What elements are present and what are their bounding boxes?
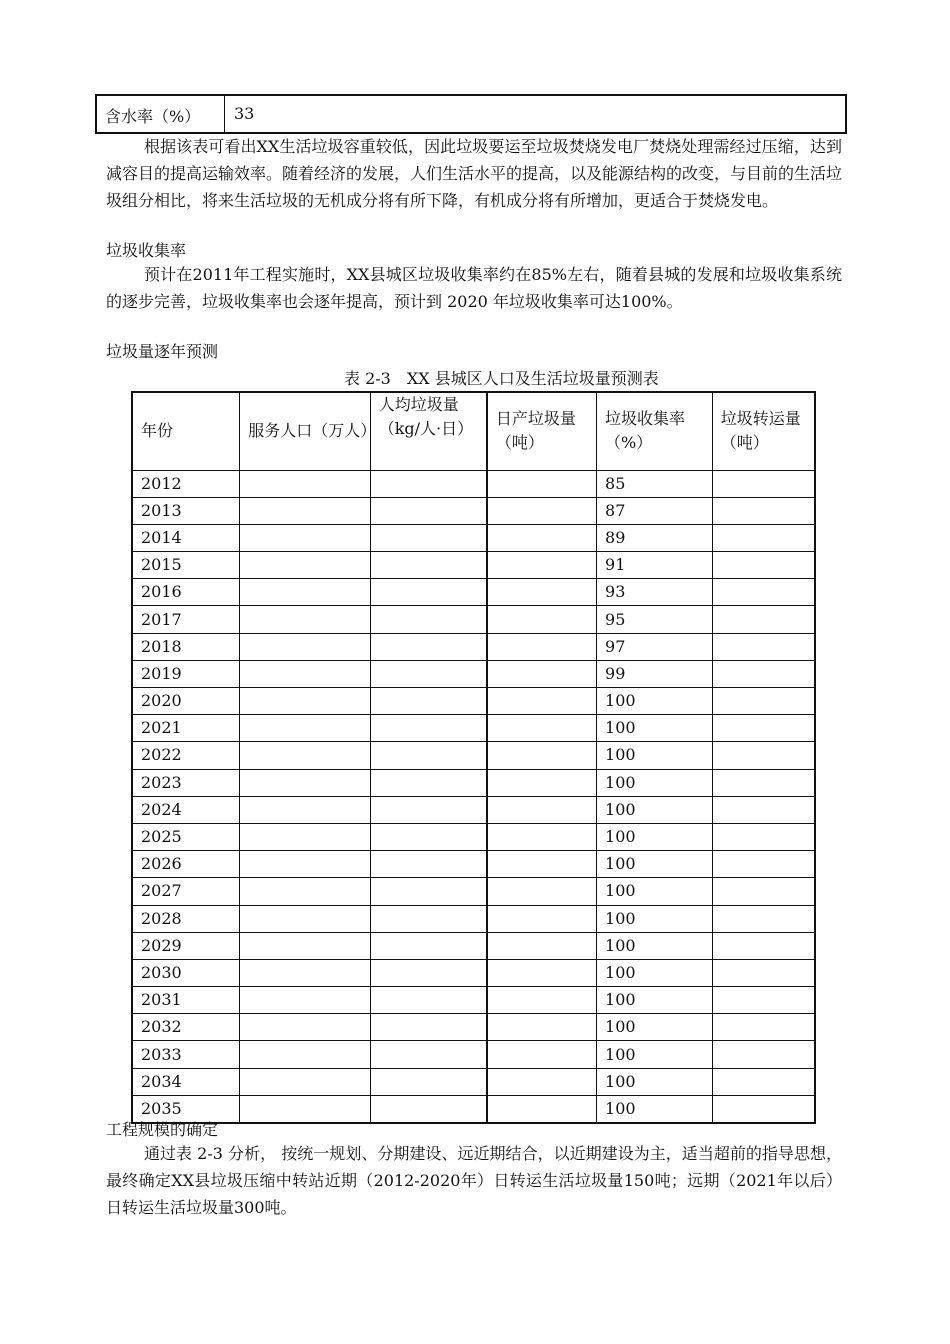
cell-per-capita (370, 524, 487, 551)
header-collection-rate: 垃圾收集率（%） (597, 392, 713, 470)
cell-population (240, 878, 371, 905)
cell-daily-output (487, 1068, 597, 1095)
cell-daily-output (487, 959, 597, 986)
cell-collection-rate: 95 (597, 606, 713, 633)
cell-daily-output (487, 742, 597, 769)
table-row (132, 1095, 815, 1123)
table-row (132, 905, 815, 932)
cell-daily-output (487, 606, 597, 633)
cell-per-capita (370, 878, 487, 905)
cell-population (240, 959, 371, 986)
cell-transfer-amount (712, 524, 815, 551)
cell-population (240, 633, 371, 660)
cell-year: 2033 (132, 1041, 240, 1068)
cell-transfer-amount (712, 470, 815, 497)
cell-transfer-amount (712, 1095, 815, 1123)
table-row (132, 823, 815, 850)
cell-population (240, 715, 371, 742)
cell-transfer-amount (712, 932, 815, 959)
cell-per-capita (370, 470, 487, 497)
table-row (132, 579, 815, 606)
cell-population (240, 1095, 371, 1123)
paragraph-scale: 通过表 2-3 分析， 按统一规划、分期建设、远近期结合，以近期建设为主，适当超前的指导思想，最终确定XX县垃圾压缩中转站近期（2012-2020年）日转运生活垃圾量150吨；远期（2021年以后）日转运生活垃圾量300吨。 (106, 1144, 842, 1217)
table-row (132, 660, 815, 687)
cell-transfer-amount (712, 1041, 815, 1068)
cell-population (240, 851, 371, 878)
cell-per-capita (370, 579, 487, 606)
cell-year: 2013 (132, 497, 240, 524)
table-row (132, 959, 815, 986)
cell-transfer-amount (712, 715, 815, 742)
table-body (132, 470, 815, 1123)
forecast-table (131, 391, 816, 1124)
cell-transfer-amount (712, 552, 815, 579)
cell-daily-output (487, 524, 597, 551)
cell-collection-rate: 100 (597, 932, 713, 959)
cell-daily-output (487, 1095, 597, 1123)
cell-collection-rate: 99 (597, 660, 713, 687)
cell-per-capita (370, 987, 487, 1014)
cell-population (240, 660, 371, 687)
table-row (132, 552, 815, 579)
cell-daily-output (487, 987, 597, 1014)
cell-collection-rate: 100 (597, 769, 713, 796)
table-row (132, 742, 815, 769)
cell-year: 2029 (132, 932, 240, 959)
cell-year: 2021 (132, 715, 240, 742)
heading-collection-rate: 垃圾收集率 (106, 241, 187, 260)
cell-per-capita (370, 633, 487, 660)
cell-per-capita (370, 851, 487, 878)
cell-transfer-amount (712, 851, 815, 878)
cell-year: 2017 (132, 606, 240, 633)
cell-per-capita (370, 1068, 487, 1095)
cell-collection-rate: 89 (597, 524, 713, 551)
table-row (132, 688, 815, 715)
cell-collection-rate: 100 (597, 1014, 713, 1041)
cell-per-capita (370, 688, 487, 715)
table-row (132, 524, 815, 551)
cell-year: 2014 (132, 524, 240, 551)
paragraph-composition: 根据该表可看出XX生活垃圾容重较低，因此垃圾要运至垃圾焚烧发电厂焚烧处理需经过压缩，达到减容目的提高运输效率。随着经济的发展，人们生活水平的提高，以及能源结构的改变，与目前的生活垃圾组分相比，将来生活垃圾的无机成分将有所下降，有机成分将有所增加，更适合于焚烧发电。 (106, 137, 843, 210)
cell-per-capita (370, 905, 487, 932)
cell-transfer-amount (712, 660, 815, 687)
cell-transfer-amount (712, 987, 815, 1014)
cell-transfer-amount (712, 633, 815, 660)
table-row (132, 1068, 815, 1095)
cell-year: 2018 (132, 633, 240, 660)
cell-population (240, 552, 371, 579)
table-row (132, 497, 815, 524)
cell-collection-rate: 87 (597, 497, 713, 524)
cell-collection-rate: 100 (597, 878, 713, 905)
table-row (132, 1041, 815, 1068)
cell-per-capita (370, 715, 487, 742)
cell-collection-rate: 100 (597, 1041, 713, 1068)
cell-daily-output (487, 660, 597, 687)
table-caption: 表 2-3 XX 县城区人口及生活垃圾量预测表 (344, 369, 659, 388)
cell-year: 2025 (132, 823, 240, 850)
cell-per-capita (370, 959, 487, 986)
cell-daily-output (487, 633, 597, 660)
table-row (132, 987, 815, 1014)
cell-daily-output (487, 497, 597, 524)
table-row (132, 851, 815, 878)
table-row (132, 1014, 815, 1041)
cell-daily-output (487, 1014, 597, 1041)
moisture-value: 33 (234, 104, 255, 123)
cell-transfer-amount (712, 959, 815, 986)
cell-transfer-amount (712, 823, 815, 850)
paragraph-collection-rate: 预计在2011年工程实施时，XX县城区垃圾收集率约在85%左右，随着县城的发展和垃圾收集系统的逐步完善，垃圾收集率也会逐年提高，预计到 2020 年垃圾收集率可达100%。 (106, 265, 842, 311)
table-row (132, 878, 815, 905)
cell-population (240, 932, 371, 959)
cell-daily-output (487, 851, 597, 878)
cell-daily-output (487, 715, 597, 742)
cell-year: 2019 (132, 660, 240, 687)
cell-collection-rate: 100 (597, 715, 713, 742)
cell-year: 2024 (132, 796, 240, 823)
heading-forecast: 垃圾量逐年预测 (106, 342, 219, 361)
cell-collection-rate: 97 (597, 633, 713, 660)
table-row (132, 715, 815, 742)
cell-year: 2035 (132, 1095, 240, 1123)
moisture-label: 含水率（%） (97, 96, 225, 132)
cell-collection-rate: 100 (597, 823, 713, 850)
cell-population (240, 579, 371, 606)
cell-collection-rate: 93 (597, 579, 713, 606)
cell-population (240, 470, 371, 497)
cell-daily-output (487, 579, 597, 606)
table-row (132, 633, 815, 660)
header-year: 年份 (132, 392, 240, 470)
cell-collection-rate: 100 (597, 688, 713, 715)
cell-transfer-amount (712, 606, 815, 633)
moisture-table (95, 94, 847, 134)
cell-transfer-amount (712, 1014, 815, 1041)
cell-population (240, 524, 371, 551)
cell-year: 2034 (132, 1068, 240, 1095)
cell-transfer-amount (712, 796, 815, 823)
cell-population (240, 905, 371, 932)
cell-population (240, 606, 371, 633)
cell-population (240, 1014, 371, 1041)
table-row (132, 796, 815, 823)
cell-population (240, 823, 371, 850)
cell-per-capita (370, 1041, 487, 1068)
table-row (132, 769, 815, 796)
cell-per-capita (370, 497, 487, 524)
cell-per-capita (370, 1014, 487, 1041)
cell-year: 2030 (132, 959, 240, 986)
cell-daily-output (487, 878, 597, 905)
cell-transfer-amount (712, 497, 815, 524)
cell-transfer-amount (712, 742, 815, 769)
cell-collection-rate: 100 (597, 1068, 713, 1095)
cell-collection-rate: 100 (597, 905, 713, 932)
cell-transfer-amount (712, 905, 815, 932)
cell-population (240, 987, 371, 1014)
cell-year: 2016 (132, 579, 240, 606)
cell-year: 2027 (132, 878, 240, 905)
cell-year: 2020 (132, 688, 240, 715)
cell-population (240, 796, 371, 823)
cell-daily-output (487, 905, 597, 932)
cell-year: 2015 (132, 552, 240, 579)
cell-per-capita (370, 1095, 487, 1123)
cell-population (240, 1041, 371, 1068)
cell-per-capita (370, 606, 487, 633)
header-transfer-amount: 垃圾转运量（吨） (712, 392, 815, 470)
cell-collection-rate: 100 (597, 796, 713, 823)
header-per-capita: 人均垃圾量（kg/人·日） (370, 392, 487, 470)
cell-daily-output (487, 470, 597, 497)
cell-year: 2022 (132, 742, 240, 769)
cell-daily-output (487, 796, 597, 823)
cell-per-capita (370, 823, 487, 850)
cell-collection-rate: 100 (597, 851, 713, 878)
cell-transfer-amount (712, 1068, 815, 1095)
cell-daily-output (487, 688, 597, 715)
cell-year: 2026 (132, 851, 240, 878)
cell-collection-rate: 85 (597, 470, 713, 497)
cell-daily-output (487, 1041, 597, 1068)
cell-per-capita (370, 660, 487, 687)
cell-population (240, 497, 371, 524)
table-row (132, 606, 815, 633)
cell-transfer-amount (712, 878, 815, 905)
cell-per-capita (370, 769, 487, 796)
cell-daily-output (487, 932, 597, 959)
cell-daily-output (487, 552, 597, 579)
cell-population (240, 1068, 371, 1095)
cell-population (240, 742, 371, 769)
table-row (132, 470, 815, 497)
cell-year: 2028 (132, 905, 240, 932)
cell-per-capita (370, 932, 487, 959)
cell-year: 2012 (132, 470, 240, 497)
cell-per-capita (370, 796, 487, 823)
cell-per-capita (370, 742, 487, 769)
cell-collection-rate: 91 (597, 552, 713, 579)
cell-transfer-amount (712, 579, 815, 606)
cell-collection-rate: 100 (597, 1095, 713, 1123)
table-row (132, 932, 815, 959)
header-population: 服务人口（万人） (240, 392, 371, 470)
cell-collection-rate: 100 (597, 959, 713, 986)
cell-collection-rate: 100 (597, 742, 713, 769)
cell-daily-output (487, 769, 597, 796)
cell-transfer-amount (712, 688, 815, 715)
cell-population (240, 769, 371, 796)
cell-year: 2032 (132, 1014, 240, 1041)
cell-per-capita (370, 552, 487, 579)
cell-daily-output (487, 823, 597, 850)
cell-transfer-amount (712, 769, 815, 796)
cell-year: 2023 (132, 769, 240, 796)
cell-collection-rate: 100 (597, 987, 713, 1014)
cell-year: 2031 (132, 987, 240, 1014)
header-daily-output: 日产垃圾量（吨） (487, 392, 597, 470)
cell-population (240, 688, 371, 715)
heading-scale: 工程规模的确定 (106, 1120, 219, 1139)
